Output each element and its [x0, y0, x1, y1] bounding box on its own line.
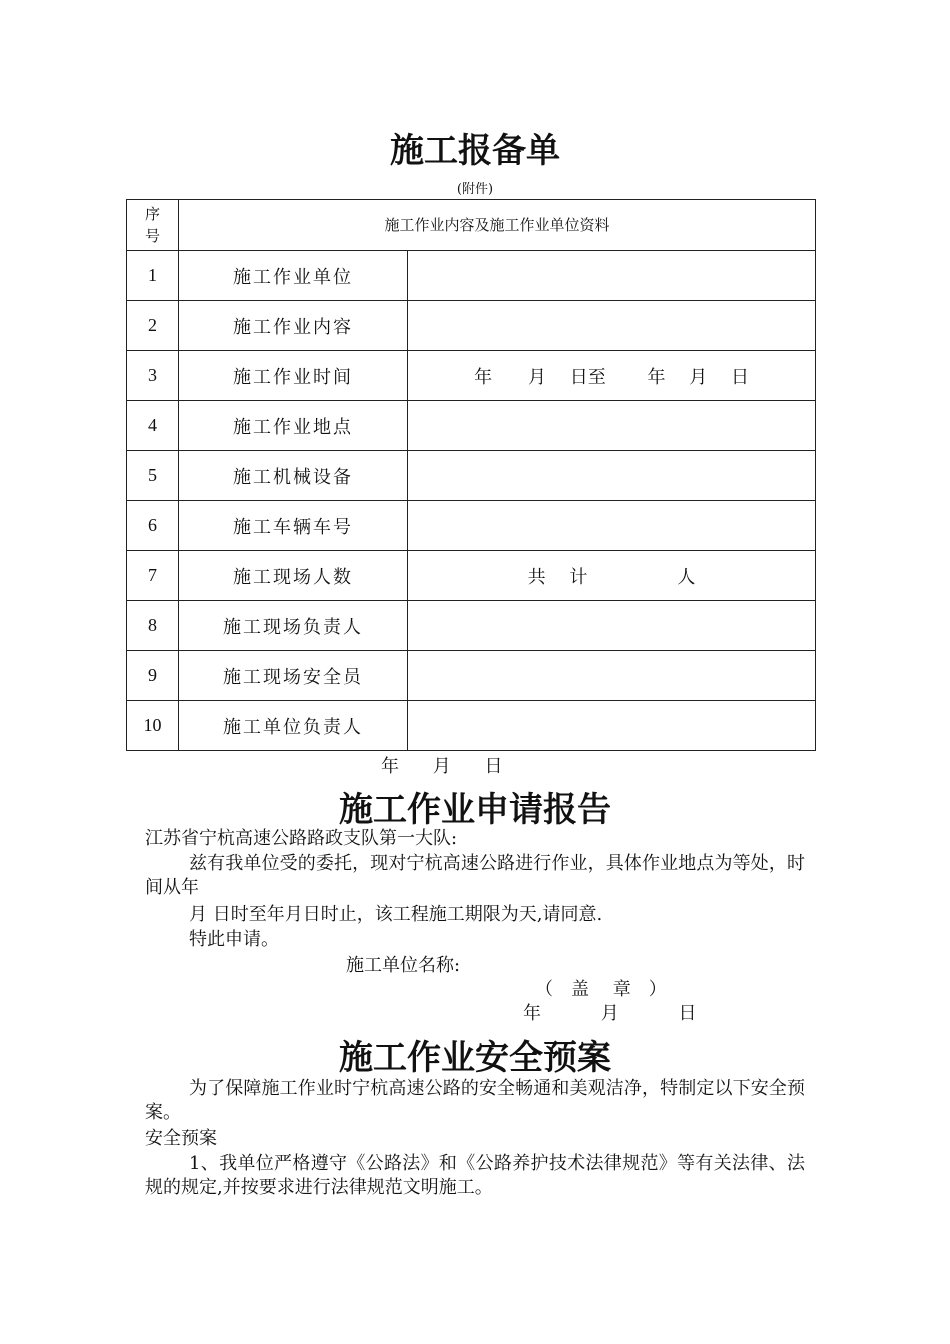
table-row: [127, 551, 816, 601]
row-label: 施工单位负责人: [179, 701, 408, 751]
seal-placeholder: （ 盖 章 ）: [535, 979, 667, 1000]
row-number: 7: [127, 551, 179, 601]
table-row: [127, 451, 816, 501]
row-value[interactable]: [408, 451, 816, 501]
row-value[interactable]: [408, 301, 816, 351]
row-number: 5: [127, 451, 179, 501]
application-body-2: 月 日时至年月日时止，该工程施工期限为天,请同意.: [189, 904, 603, 925]
header-content: 施工作业内容及施工作业单位资料: [179, 200, 816, 251]
form-date-line: 年 月 日: [381, 756, 517, 777]
row-number: 3: [127, 351, 179, 401]
table-row: [127, 251, 816, 301]
row-value[interactable]: [408, 701, 816, 751]
row-value[interactable]: 共 计 人: [408, 551, 816, 601]
safety-heading: 安全预案: [145, 1128, 217, 1149]
row-number: 9: [127, 651, 179, 701]
safety-item-1: 1、我单位严格遵守《公路法》和《公路养护技术法律规范》等有关法律、法规的规定,并按要求进行法律规范文明施工。: [145, 1153, 805, 1198]
attachment-note: (附件): [456, 182, 494, 197]
header-seq: 序号: [127, 200, 179, 251]
row-label: 施工作业地点: [179, 401, 408, 451]
application-body-1: 兹有我单位受的委托，现对宁杭高速公路进行作业，具体作业地点为等处，时间从年: [145, 853, 805, 898]
table-row: [127, 301, 816, 351]
row-number: 4: [127, 401, 179, 451]
application-date: 年 月 日: [523, 1003, 697, 1024]
table-row: [127, 351, 816, 401]
application-title: 施工作业申请报告: [339, 790, 611, 830]
row-label: 施工现场人数: [179, 551, 408, 601]
filing-form-table: [126, 199, 816, 751]
row-label: 施工作业单位: [179, 251, 408, 301]
form-title: 施工报备单: [390, 131, 560, 171]
row-value[interactable]: [408, 501, 816, 551]
row-value[interactable]: [408, 251, 816, 301]
row-label: 施工机械设备: [179, 451, 408, 501]
safety-plan-title: 施工作业安全预案: [339, 1038, 611, 1078]
row-number: 8: [127, 601, 179, 651]
application-body-3: 特此申请。: [189, 929, 279, 950]
table-row: [127, 501, 816, 551]
row-label: 施工现场安全员: [179, 651, 408, 701]
row-value[interactable]: [408, 601, 816, 651]
application-addressee: 江苏省宁杭高速公路路政支队第一大队:: [145, 828, 458, 849]
row-number: 1: [127, 251, 179, 301]
table-row: [127, 601, 816, 651]
row-number: 2: [127, 301, 179, 351]
row-number: 10: [127, 701, 179, 751]
row-number: 6: [127, 501, 179, 551]
row-label: 施工现场负责人: [179, 601, 408, 651]
row-label: 施工车辆车号: [179, 501, 408, 551]
row-value[interactable]: [408, 401, 816, 451]
table-row: [127, 401, 816, 451]
table-row: [127, 701, 816, 751]
row-label: 施工作业内容: [179, 301, 408, 351]
row-value[interactable]: [408, 651, 816, 701]
safety-intro: 为了保障施工作业时宁杭高速公路的安全畅通和美观洁净，特制定以下安全预案。: [145, 1078, 805, 1123]
row-value[interactable]: 年 月 日至 年 月 日: [408, 351, 816, 401]
row-label: 施工作业时间: [179, 351, 408, 401]
table-header-row: [127, 200, 816, 251]
applicant-unit-name: 施工单位名称:: [346, 955, 461, 976]
table-row: [127, 651, 816, 701]
